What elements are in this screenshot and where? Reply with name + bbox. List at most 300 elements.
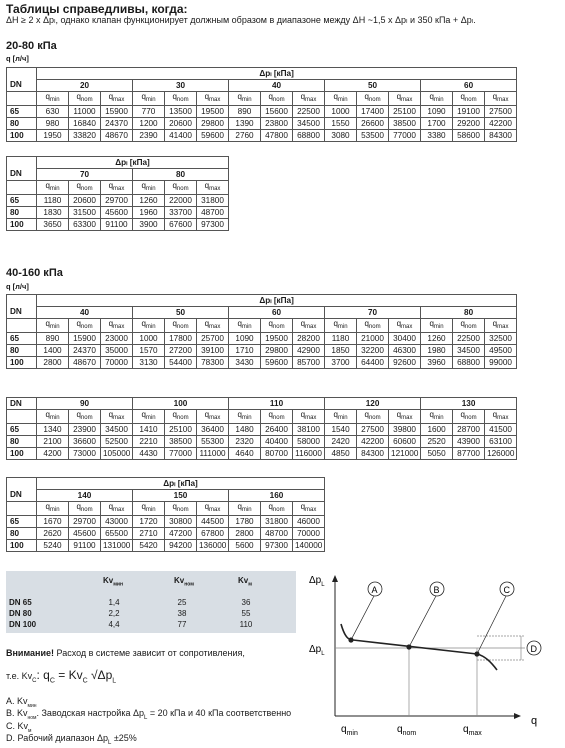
table-cell: 24370: [101, 118, 133, 130]
q-subheader: $q_{max}$: [389, 410, 421, 424]
q-subheader: $q_{nom}$: [165, 92, 197, 106]
dn-sub: [7, 319, 37, 333]
q-subheader: $q_{max}$: [101, 181, 133, 195]
table-cell: 2710: [133, 528, 165, 540]
flow-table: [6, 477, 325, 552]
table-cell: 4200: [37, 448, 69, 460]
dp-header: Δpₗ [кПа]: [37, 157, 229, 169]
section-title-20-80: 20-80 кПа: [6, 40, 57, 52]
table-cell: 40400: [261, 436, 293, 448]
table-cell: 15600: [261, 106, 293, 118]
table-cell: 890: [229, 106, 261, 118]
table-cell: 4850: [325, 448, 357, 460]
q-subheader: $q_{min}$: [133, 92, 165, 106]
q-subheader: $q_{nom}$: [165, 502, 197, 516]
condition-text: ΔH ≥ 2 x Δpₗ, однако клапан функционирует должным образом в диапазоне между ΔH ~1,5 x Δpₗ и 350 кПа + Δpₗ.: [6, 15, 476, 25]
q-subheader: $q_{max}$: [197, 92, 229, 106]
table-cell: 630: [37, 106, 69, 118]
dp-group-header: 60: [421, 80, 517, 92]
table-cell: 25100: [389, 106, 421, 118]
table-cell: 1090: [229, 333, 261, 345]
table-cell: 1710: [229, 345, 261, 357]
table-cell: 54400: [165, 357, 197, 369]
table-cell: 60600: [389, 436, 421, 448]
marker-c-text: C: [503, 585, 510, 595]
table-cell: 126000: [485, 448, 517, 460]
table-cell: 2390: [133, 130, 165, 142]
table-cell: 46000: [293, 516, 325, 528]
table-cell: 84300: [357, 448, 389, 460]
table-cell: 73000: [69, 448, 101, 460]
table-cell: 1180: [37, 195, 69, 207]
table-cell: 26600: [357, 118, 389, 130]
dp-group-header: 60: [229, 307, 325, 319]
table-cell: 29200: [453, 118, 485, 130]
q-subheader: $q_{min}$: [133, 502, 165, 516]
kv-value: 36: [241, 598, 251, 607]
q-subheader: $q_{nom}$: [261, 319, 293, 333]
table-cell: 1540: [325, 424, 357, 436]
kv-value: 110: [239, 620, 253, 629]
table-cell: 1000: [133, 333, 165, 345]
legend-c: C. $Kv_м$: [6, 721, 32, 734]
table-cell: 47200: [165, 528, 197, 540]
table-cell: 1200: [133, 118, 165, 130]
table-cell: 39100: [197, 345, 229, 357]
kv-row-label: DN 80: [9, 609, 32, 618]
table-cell: 1830: [37, 207, 69, 219]
table-cell: 46300: [389, 345, 421, 357]
q-subheader: $q_{min}$: [229, 92, 261, 106]
kv-nom-header: $Kv_{ном}$: [174, 576, 194, 588]
table-cell: 2520: [421, 436, 453, 448]
q-subheader: $q_{nom}$: [453, 92, 485, 106]
dp-group-header: 150: [133, 490, 229, 502]
table-cell: 980: [37, 118, 69, 130]
table-cell: 31800: [261, 516, 293, 528]
table-cell: 3430: [229, 357, 261, 369]
table-cell: 1550: [325, 118, 357, 130]
table-cell: 13500: [165, 106, 197, 118]
table-cell: 105000: [101, 448, 133, 460]
dp-group-header: 50: [133, 307, 229, 319]
table-cell: 4430: [133, 448, 165, 460]
valve-curve: [341, 624, 497, 670]
q-subheader: $q_{nom}$: [357, 319, 389, 333]
q-subheader: $q_{max}$: [293, 319, 325, 333]
dn-row-label: 80: [7, 207, 37, 219]
flow-table: [6, 294, 517, 369]
table-cell: 41500: [485, 424, 517, 436]
table-cell: 2320: [229, 436, 261, 448]
table-cell: 48700: [261, 528, 293, 540]
callout-b: [409, 594, 437, 647]
dn-header: DN: [7, 80, 37, 92]
table-cell: 3650: [37, 219, 69, 231]
page-title: Таблицы справедливы, когда:: [6, 2, 188, 16]
kv-min-header: $Kv_{мин}$: [103, 576, 124, 588]
table-cell: 67800: [197, 528, 229, 540]
kv-value: 38: [177, 609, 187, 618]
table-cell: 29700: [69, 516, 101, 528]
q-subheader: $q_{min}$: [325, 319, 357, 333]
q-subheader: $q_{min}$: [37, 410, 69, 424]
table-cell: 19100: [453, 106, 485, 118]
unit-label: q [л/ч]: [6, 282, 29, 291]
table-cell: 45600: [101, 207, 133, 219]
table-cell: 5600: [229, 540, 261, 552]
table-cell: 30800: [165, 516, 197, 528]
q-subheader: $q_{min}$: [37, 319, 69, 333]
kv-row-label: DN 65: [9, 598, 32, 607]
table-cell: 31800: [197, 195, 229, 207]
callout-a: [351, 594, 375, 640]
table-cell: 1780: [229, 516, 261, 528]
table-cell: 35000: [101, 345, 133, 357]
marker-a-text: A: [371, 585, 378, 595]
table-cell: 47800: [261, 130, 293, 142]
dn-row-label: 80: [7, 436, 37, 448]
table-cell: 67600: [165, 219, 197, 231]
q-subheader: $q_{max}$: [389, 92, 421, 106]
table-cell: 27500: [485, 106, 517, 118]
table-cell: 42900: [293, 345, 325, 357]
table-cell: 43000: [101, 516, 133, 528]
table-cell: 1340: [37, 424, 69, 436]
dn-sub: [7, 502, 37, 516]
table-cell: 3380: [421, 130, 453, 142]
q-subheader: $q_{max}$: [389, 319, 421, 333]
table-cell: 27500: [357, 424, 389, 436]
q-subheader: $q_{nom}$: [261, 410, 293, 424]
q-subheader: $q_{nom}$: [69, 181, 101, 195]
table-cell: 53500: [357, 130, 389, 142]
dn-sub: [7, 92, 37, 106]
table-cell: 42200: [357, 436, 389, 448]
table-cell: 45600: [69, 528, 101, 540]
table-cell: 32500: [485, 333, 517, 345]
flow-table-70-80: [6, 156, 229, 231]
table-cell: 39800: [389, 424, 421, 436]
dp-group-header: 120: [325, 398, 421, 410]
table-cell: 2760: [229, 130, 261, 142]
q-subheader: $q_{max}$: [293, 410, 325, 424]
q-subheader: $q_{nom}$: [165, 319, 197, 333]
table-cell: 20600: [69, 195, 101, 207]
table-cell: 17400: [357, 106, 389, 118]
dp-group-header: 100: [133, 398, 229, 410]
table-cell: 23000: [101, 333, 133, 345]
table-cell: 36400: [197, 424, 229, 436]
dp-header: Δpₗ [кПа]: [37, 68, 517, 80]
table-cell: 49500: [485, 345, 517, 357]
table-cell: 29700: [101, 195, 133, 207]
callout-c: [477, 594, 507, 654]
q-subheader: $q_{max}$: [101, 410, 133, 424]
table-cell: 97300: [197, 219, 229, 231]
marker-d-text: D: [530, 644, 537, 654]
kv-value: 4,4: [108, 620, 120, 629]
table-cell: 2100: [37, 436, 69, 448]
table-cell: 26400: [261, 424, 293, 436]
dn-header: DN: [7, 169, 37, 181]
table-cell: 43900: [453, 436, 485, 448]
table-cell: 3130: [133, 357, 165, 369]
table-cell: 5050: [421, 448, 453, 460]
table-cell: 87700: [453, 448, 485, 460]
table-cell: 32200: [357, 345, 389, 357]
table-cell: 68800: [453, 357, 485, 369]
table-cell: 1960: [133, 207, 165, 219]
dp-header: Δpₗ [кПа]: [37, 295, 517, 307]
table-cell: 1600: [421, 424, 453, 436]
dn-header: DN: [7, 490, 37, 502]
table-cell: 15900: [101, 106, 133, 118]
dn-sub: [7, 410, 37, 424]
dp-header: Δpₗ [кПа]: [37, 478, 325, 490]
table-cell: 31500: [69, 207, 101, 219]
q-subheader: $q_{min}$: [37, 502, 69, 516]
q-subheader: $q_{max}$: [485, 319, 517, 333]
table-cell: 38100: [293, 424, 325, 436]
table-cell: 23800: [261, 118, 293, 130]
table-cell: 2800: [37, 357, 69, 369]
table-cell: 3900: [133, 219, 165, 231]
table-cell: 63100: [485, 436, 517, 448]
table-cell: 1700: [421, 118, 453, 130]
section-title-40-160: 40-160 кПа: [6, 267, 63, 279]
table-cell: 77000: [389, 130, 421, 142]
table-cell: 22500: [453, 333, 485, 345]
dn-row-label: 80: [7, 528, 37, 540]
table-cell: 34500: [453, 345, 485, 357]
q-subheader: $q_{nom}$: [453, 410, 485, 424]
table-cell: 91100: [69, 540, 101, 552]
dn-row-label: 65: [7, 106, 37, 118]
table-cell: 91100: [101, 219, 133, 231]
dn-header: [7, 157, 37, 169]
table-cell: 58600: [453, 130, 485, 142]
table-cell: 29800: [197, 118, 229, 130]
table-cell: 33700: [165, 207, 197, 219]
table-cell: 34500: [293, 118, 325, 130]
table-cell: 140000: [293, 540, 325, 552]
table-cell: 80700: [261, 448, 293, 460]
kv-max-header: $Kv_м$: [238, 576, 252, 588]
flow-table-40-80: [6, 294, 517, 369]
q-subheader: $q_{min}$: [421, 410, 453, 424]
table-cell: 111000: [197, 448, 229, 460]
table-cell: 131000: [101, 540, 133, 552]
dp-group-header: 140: [37, 490, 133, 502]
table-cell: 48670: [101, 130, 133, 142]
table-cell: 4640: [229, 448, 261, 460]
dp-group-header: 80: [133, 169, 229, 181]
q-subheader: $q_{nom}$: [165, 181, 197, 195]
table-cell: 3700: [325, 357, 357, 369]
table-cell: 1410: [133, 424, 165, 436]
kv-value: 1,4: [108, 598, 120, 607]
table-cell: 1090: [421, 106, 453, 118]
table-cell: 52500: [101, 436, 133, 448]
kv-row-label: DN 100: [9, 620, 37, 629]
table-cell: 59600: [261, 357, 293, 369]
q-subheader: $q_{nom}$: [357, 92, 389, 106]
q-subheader: $q_{nom}$: [261, 502, 293, 516]
dn-row-label: 100: [7, 130, 37, 142]
table-cell: 1180: [325, 333, 357, 345]
table-cell: 33820: [69, 130, 101, 142]
dp-group-header: 20: [37, 80, 133, 92]
flow-table-140-160: [6, 477, 325, 552]
dn-row-label: 100: [7, 219, 37, 231]
table-cell: 2800: [229, 528, 261, 540]
dn-row-label: 65: [7, 195, 37, 207]
q-subheader: $q_{nom}$: [69, 92, 101, 106]
x-axis-label: q: [531, 715, 538, 727]
q-subheader: $q_{max}$: [293, 502, 325, 516]
dn-row-label: 80: [7, 118, 37, 130]
q-subheader: $q_{max}$: [293, 92, 325, 106]
table-cell: 15900: [69, 333, 101, 345]
q-subheader: $q_{min}$: [37, 181, 69, 195]
table-cell: 99000: [485, 357, 517, 369]
qmax-label: $q_{max}$: [463, 724, 482, 737]
q-subheader: $q_{nom}$: [453, 319, 485, 333]
table-cell: 70000: [101, 357, 133, 369]
table-cell: 770: [133, 106, 165, 118]
table-cell: 58000: [293, 436, 325, 448]
dp-group-header: 90: [37, 398, 133, 410]
table-cell: 28700: [453, 424, 485, 436]
table-cell: 1260: [133, 195, 165, 207]
q-subheader: $q_{min}$: [133, 319, 165, 333]
dn-row-label: 100: [7, 540, 37, 552]
table-cell: 92600: [389, 357, 421, 369]
table-cell: 30400: [389, 333, 421, 345]
kv-table: [6, 571, 296, 633]
flow-table: [6, 67, 517, 142]
marker-b-text: B: [433, 585, 440, 595]
q-subheader: $q_{max}$: [485, 92, 517, 106]
table-cell: 20600: [165, 118, 197, 130]
q-subheader: $q_{max}$: [101, 92, 133, 106]
table-cell: 63300: [69, 219, 101, 231]
kv-value: 77: [177, 620, 187, 629]
q-subheader: $q_{nom}$: [69, 502, 101, 516]
table-cell: 19500: [261, 333, 293, 345]
table-cell: 84300: [485, 130, 517, 142]
table-cell: 48670: [69, 357, 101, 369]
table-cell: 1950: [37, 130, 69, 142]
q-subheader: $q_{min}$: [229, 410, 261, 424]
table-cell: 22500: [293, 106, 325, 118]
flow-table: [6, 156, 229, 231]
q-subheader: $q_{min}$: [325, 92, 357, 106]
table-cell: 1400: [37, 345, 69, 357]
table-cell: 25700: [197, 333, 229, 345]
table-cell: 121000: [389, 448, 421, 460]
qmin-label: $q_{min}$: [341, 724, 358, 737]
formula: т.е. $Kv_C$: $q_C = Kv_C$ $√\Delta p_L$: [6, 668, 117, 685]
dp-group-header: 70: [325, 307, 421, 319]
table-cell: 64400: [357, 357, 389, 369]
table-cell: 59600: [197, 130, 229, 142]
dp-group-header: 80: [421, 307, 517, 319]
flow-graph: [305, 566, 560, 748]
kv-value: 55: [241, 609, 251, 618]
table-cell: 23900: [69, 424, 101, 436]
table-cell: 16840: [69, 118, 101, 130]
q-subheader: $q_{max}$: [485, 410, 517, 424]
q-subheader: $q_{max}$: [197, 181, 229, 195]
table-cell: 2620: [37, 528, 69, 540]
dn-row-label: 65: [7, 424, 37, 436]
table-cell: 38500: [165, 436, 197, 448]
table-cell: 21000: [357, 333, 389, 345]
table-cell: 11000: [69, 106, 101, 118]
table-cell: 2210: [133, 436, 165, 448]
q-subheader: $q_{min}$: [421, 319, 453, 333]
table-cell: 34500: [101, 424, 133, 436]
dn-sub: [7, 181, 37, 195]
table-cell: 890: [37, 333, 69, 345]
table-cell: 77000: [165, 448, 197, 460]
q-subheader: $q_{min}$: [229, 502, 261, 516]
table-cell: 1850: [325, 345, 357, 357]
unit-label: q [л/ч]: [6, 54, 29, 63]
table-cell: 136000: [197, 540, 229, 552]
dp-group-header: 110: [229, 398, 325, 410]
dp-group-header: 40: [37, 307, 133, 319]
q-subheader: $q_{min}$: [325, 410, 357, 424]
table-cell: 1670: [37, 516, 69, 528]
table-cell: 38500: [389, 118, 421, 130]
kv-value: 25: [177, 598, 187, 607]
flow-table: [6, 397, 517, 460]
table-cell: 42200: [485, 118, 517, 130]
table-cell: 28200: [293, 333, 325, 345]
table-cell: 1390: [229, 118, 261, 130]
dn-row-label: 80: [7, 345, 37, 357]
legend-a: A. $Kv_{мин}$: [6, 696, 37, 709]
table-cell: 27200: [165, 345, 197, 357]
table-cell: 17800: [165, 333, 197, 345]
dp-group-header: 40: [229, 80, 325, 92]
qnom-label: $q_{nom}$: [397, 724, 417, 737]
q-subheader: $q_{nom}$: [69, 410, 101, 424]
table-cell: 1000: [325, 106, 357, 118]
table-cell: 5420: [133, 540, 165, 552]
flow-table-90-130: [6, 397, 517, 460]
q-subheader: $q_{nom}$: [165, 410, 197, 424]
q-subheader: $q_{max}$: [197, 319, 229, 333]
dp-level-label: $\Delta p_L$: [309, 644, 325, 657]
table-cell: 94200: [165, 540, 197, 552]
dp-group-header: 160: [229, 490, 325, 502]
q-subheader: $q_{min}$: [421, 92, 453, 106]
table-cell: 25100: [165, 424, 197, 436]
dn-header: DN: [7, 307, 37, 319]
table-cell: 55300: [197, 436, 229, 448]
q-subheader: $q_{nom}$: [261, 92, 293, 106]
legend-b: B. $Kv_{ном}$. Заводская настройка $\Delta p_L = 20$ кПа и 40 кПа соответственно: [6, 708, 292, 721]
q-subheader: $q_{min}$: [133, 410, 165, 424]
table-cell: 2420: [325, 436, 357, 448]
table-cell: 68800: [293, 130, 325, 142]
warning-note: Внимание! Расход в системе зависит от сопротивления,: [6, 648, 245, 658]
dn-row-label: 65: [7, 333, 37, 345]
